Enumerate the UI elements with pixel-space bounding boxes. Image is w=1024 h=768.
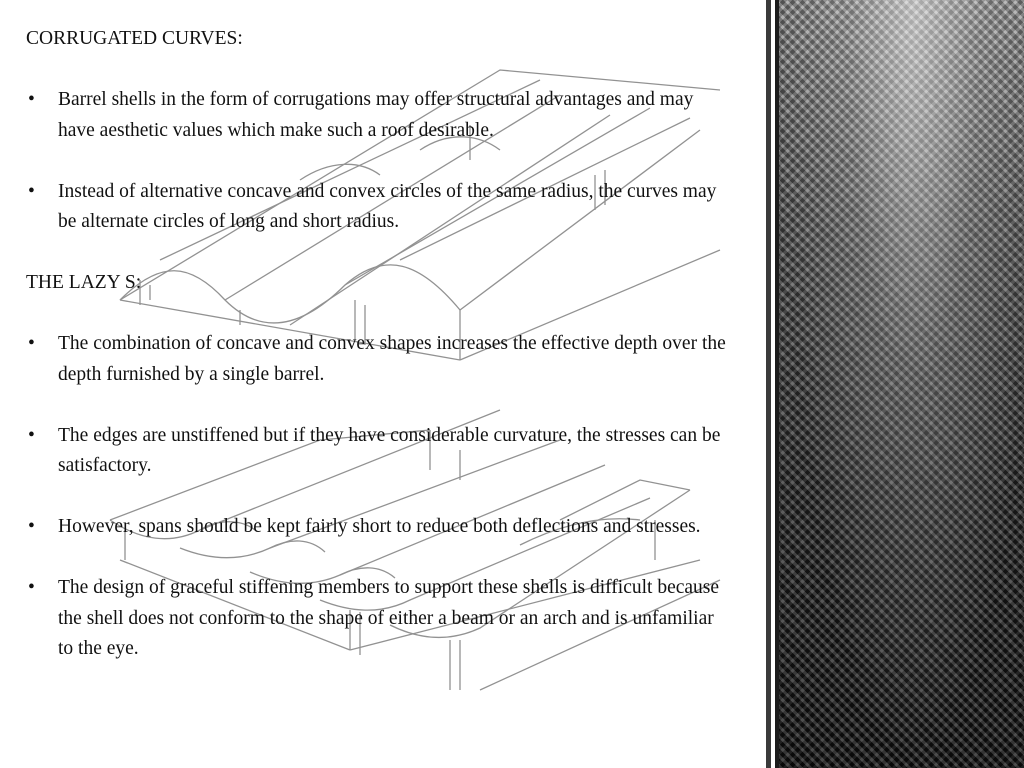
bullet-item: • The design of graceful stiffening members to support these shells is difficult because the shell does not conform to the shape of either a beam or an arch and is unfamiliar to the eye. [26,573,726,665]
bullet-item: • Barrel shells in the form of corrugations may offer structural advantages and may have aesthetic values which make such a roof desirable. [26,85,726,146]
bullet-item: • Instead of alternative concave and convex circles of the same radius, the curves may be alternate circles of long and short radius. [26,177,726,238]
section-heading-corrugated-curves: CORRUGATED CURVES: [26,28,243,49]
lazy-s-bullets [26,329,726,665]
slide-text [26,24,726,665]
corrugated-curves-bullets [26,85,726,238]
carbon-fiber-panel [779,0,1024,768]
bullet-item: • However, spans should be kept fairly short to reduce both deflections and stresses. [26,512,726,543]
bullet-item: • The edges are unstiffened but if they have considerable curvature, the stresses can be satisfactory. [26,421,726,482]
bullet-item: • The combination of concave and convex shapes increases the effective depth over the depth furnished by a single barrel. [26,329,726,390]
section-heading-lazy-s: THE LAZY S: [26,272,142,293]
